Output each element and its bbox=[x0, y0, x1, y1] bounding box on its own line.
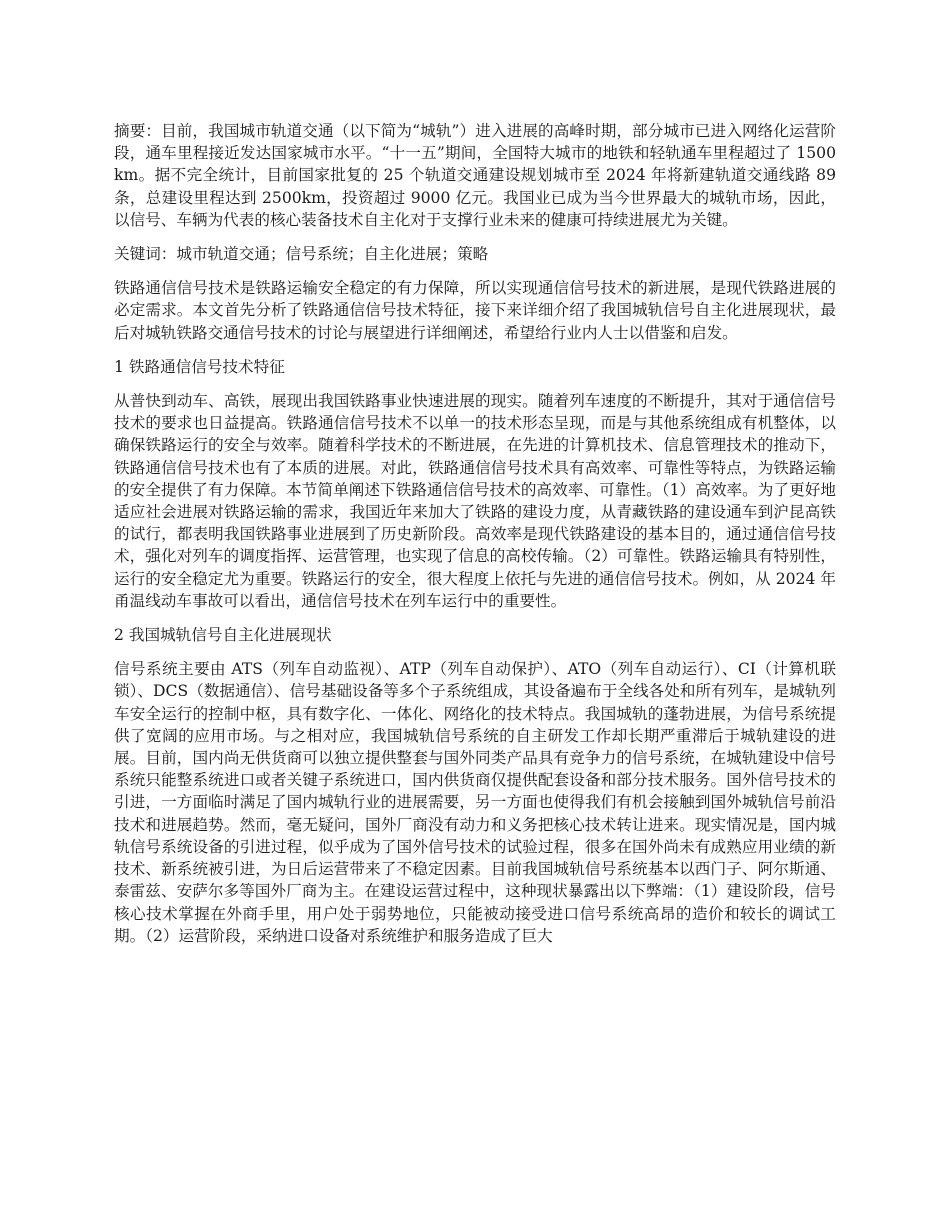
section-1-heading: 1 铁路通信信号技术特征 bbox=[114, 357, 285, 376]
section-1-body: 从普快到动车、高铁，展现出我国铁路事业快速进展的现实。随着列车速度的不断提升，其对于通信信号技术的要求也日益提高。铁路通信信号技术不以单一的技术形态呈现，而是与其他系统组成有机整体，以确保铁路运行的安全与效率。随着科学技术的不断进展，在先进的计算机技术、信息管理技术的推动下，铁路通信信号技术也有了本质的进展。对此，铁路通信信号技术具有高效率、可靠性等特点，为铁路运输的安全提供了有力保障。本节简单阐述下铁路通信信号技术的高效率、可靠性。（1）高效率。为了更好地适应社会进展对铁路运输的需求，我国近年来加大了铁路的建设力度，从青藏铁路的建设通车到沪昆高铁的试行，都表明我国铁路事业进展到了历史新阶段。高效率是现代铁路建设的基本目的，通过通信信号技术，强化对列车的调度指挥、运营管理，也实现了信息的高校传输。（2）可靠性。铁路运输具有特别性，运行的安全稳定尤为重要。铁路运行的安全，很大程度上依托与先进的通信信号技术。例如，从 2024 年甬温线动车事故可以看出，通信信号技术在列车运行中的重要性。 bbox=[114, 392, 836, 610]
abstract-paragraph: 摘要：目前，我国城市轨道交通（以下简为“城轨”）进入进展的高峰时期，部分城市已进入网络化运营阶段，通车里程接近发达国家城市水平。“十一五”期间，全国特大城市的地铁和轻轨通车里程超过了 1500km。据不完全统计，目前国家批复的 25 个轨道交通建设规划城市至 2024 年将新建轨道交通线路 89 条，总建设里程达到 2500km，投资超过 9000 亿元。我国业已成为当今世界最大的城轨市场，因此，以信号、车辆为代表的核心装备技术自主化对于支撑行业未来的健康可持续进展尤为关键。 bbox=[114, 122, 836, 229]
section-2-heading: 2 我国城轨信号自主化进展现状 bbox=[114, 626, 332, 645]
intro-paragraph: 铁路通信信号技术是铁路运输安全稳定的有力保障，所以实现通信信号技术的新进展，是现代铁路进展的必定需求。本文首先分析了铁路通信信号技术特征，接下来详细介绍了我国城轨信号自主化进展现状，最后对城轨铁路交通信号技术的讨论与展望进行详细阐述，希望给行业内人士以借鉴和启发。 bbox=[114, 279, 836, 342]
document-page bbox=[114, 120, 836, 959]
keywords-paragraph: 关键词：城市轨道交通；信号系统；自主化进展；策略 bbox=[114, 245, 489, 264]
section-2-body: 信号系统主要由 ATS（列车自动监视）、ATP（列车自动保护）、ATO（列车自动运行）、CI（计算机联锁）、DCS（数据通信）、信号基础设备等多个子系统组成，其设备遍布于全线各处和所有列车，是城轨列车安全运行的控制中枢，具有数字化、一体化、网络化的技术特点。我国城轨的蓬勃进展，为信号系统提供了宽阔的应用市场。与之相对应，我国城轨信号系统的自主研发工作却长期严重滞后于城轨建设的进展。目前，国内尚无供货商可以独立提供整套与国外同类产品具有竞争力的信号系统，在城轨建设中信号系统只能整系统进口或者关键子系统进口，国内供货商仅提供配套设备和部分技术服务。国外信号技术的引进，一方面临时满足了国内城轨行业的进展需要，另一方面也使得我们有机会接触到国外城轨信号前沿技术和进展趋势。然而，毫无疑问，国外厂商没有动力和义务把核心技术转让进来。现实情况是，国内城轨信号系统设备的引进过程，似乎成为了国外信号技术的试验过程，很多在国外尚未有成熟应用业绩的新技术、新系统被引进，为日后运营带来了不稳定因素。目前我国城轨信号系统基本以西门子、阿尔斯通、泰雷兹、安萨尔多等国外厂商为主。在建设运营过程中，这种现状暴露出以下弊端：（1）建设阶段，信号核心技术掌握在外商手里，用户处于弱势地位，只能被动接受进口信号系统高昂的造价和较长的调试工期。（2）运营阶段，采纳进口设备对系统维护和服务造成了巨大 bbox=[114, 660, 836, 945]
